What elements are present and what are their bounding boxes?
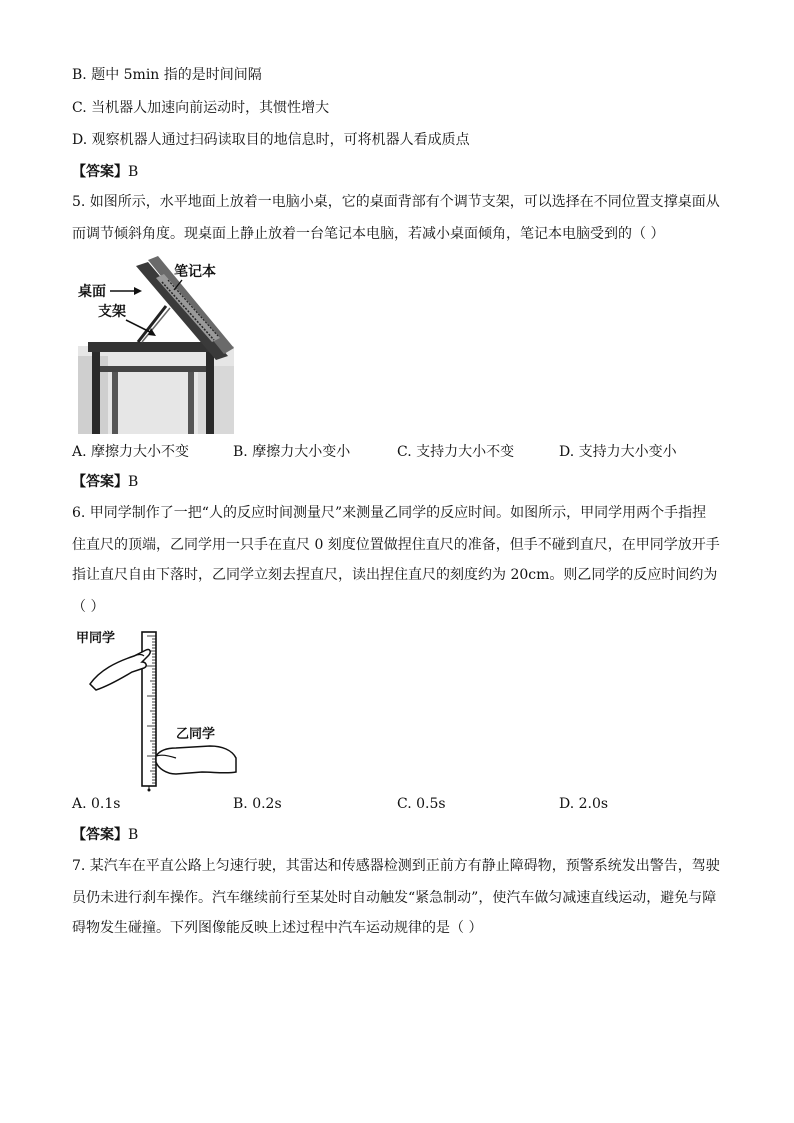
answer-label: 【答案】 [72, 474, 128, 490]
q7-stem-line-3: 碍物发生碰撞。下列图像能反映上述过程中汽车运动规律的是（ ） [72, 920, 483, 936]
q6-answer [72, 826, 138, 844]
label-stand: 支架 [98, 304, 126, 320]
answer-value: B [128, 827, 139, 843]
q6-stem-line-1: 6. 甲同学制作了一把“人的反应时间测量尺”来测量乙同学的反应时间。如图所示，甲同学用两个手指捏 [72, 505, 707, 521]
q4-answer [72, 163, 138, 181]
q6-option-c: C. 0.5s [397, 796, 446, 812]
q6-stem-line-4: （ ） [72, 599, 105, 615]
q5-answer [72, 473, 138, 491]
q5-option-b: B. 摩擦力大小变小 [233, 444, 351, 460]
q5-option-d: D. 支持力大小变小 [559, 444, 677, 460]
laptop-desk-figure [78, 256, 234, 434]
q5-stem-line-2: 而调节倾斜角度。现桌面上静止放着一台笔记本电脑，若减小桌面倾角，笔记本电脑受到的（ ） [72, 226, 665, 242]
q6-stem-line-3: 指让直尺自由下落时，乙同学立刻去捏直尺，读出捏住直尺的刻度约为 20cm。则乙同学的反应时间约为 [72, 567, 718, 583]
label-laptop: 笔记本 [174, 264, 216, 280]
ruler-drop-figure [76, 626, 240, 792]
q4-option-b: B. 题中 5min 指的是时间间隔 [72, 67, 262, 83]
label-yi: 乙同学 [176, 727, 216, 742]
label-desk: 桌面 [78, 284, 106, 300]
q4-option-d: D. 观察机器人通过扫码读取目的地信息时，可将机器人看成质点 [72, 132, 470, 148]
answer-label: 【答案】 [72, 827, 128, 843]
label-jia: 甲同学 [76, 631, 116, 646]
jia-hand [90, 649, 150, 690]
answer-label: 【答案】 [72, 164, 128, 180]
answer-value: B [128, 164, 139, 180]
q6-option-b: B. 0.2s [233, 796, 282, 812]
q6-option-d: D. 2.0s [559, 796, 609, 812]
q5-option-a: A. 摩擦力大小不变 [72, 444, 190, 460]
q6-option-a: A. 0.1s [72, 796, 121, 812]
q5-stem-line-1: 5. 如图所示，水平地面上放着一电脑小桌，它的桌面背部有个调节支架，可以选择在不同位置支撑桌面从 [72, 194, 720, 210]
q6-stem-line-2: 住直尺的顶端，乙同学用一只手在直尺 0 刻度位置做捏住直尺的准备，但手不碰到直尺，在甲同学放开手 [72, 537, 720, 553]
q7-stem-line-1: 7. 某汽车在平直公路上匀速行驶，其雷达和传感器检测到正前方有静止障碍物，预警系统发出警告，驾驶 [72, 858, 720, 874]
q5-option-c: C. 支持力大小不变 [397, 444, 515, 460]
q7-stem-line-2: 员仍未进行刹车操作。汽车继续前行至某处时自动触发“紧急制动”，使汽车做匀减速直线运动，避免与障 [72, 890, 717, 906]
table-base [88, 342, 220, 352]
yi-hand [156, 746, 236, 774]
answer-value: B [128, 474, 139, 490]
q4-option-c: C. 当机器人加速向前运动时，其惯性增大 [72, 100, 330, 116]
